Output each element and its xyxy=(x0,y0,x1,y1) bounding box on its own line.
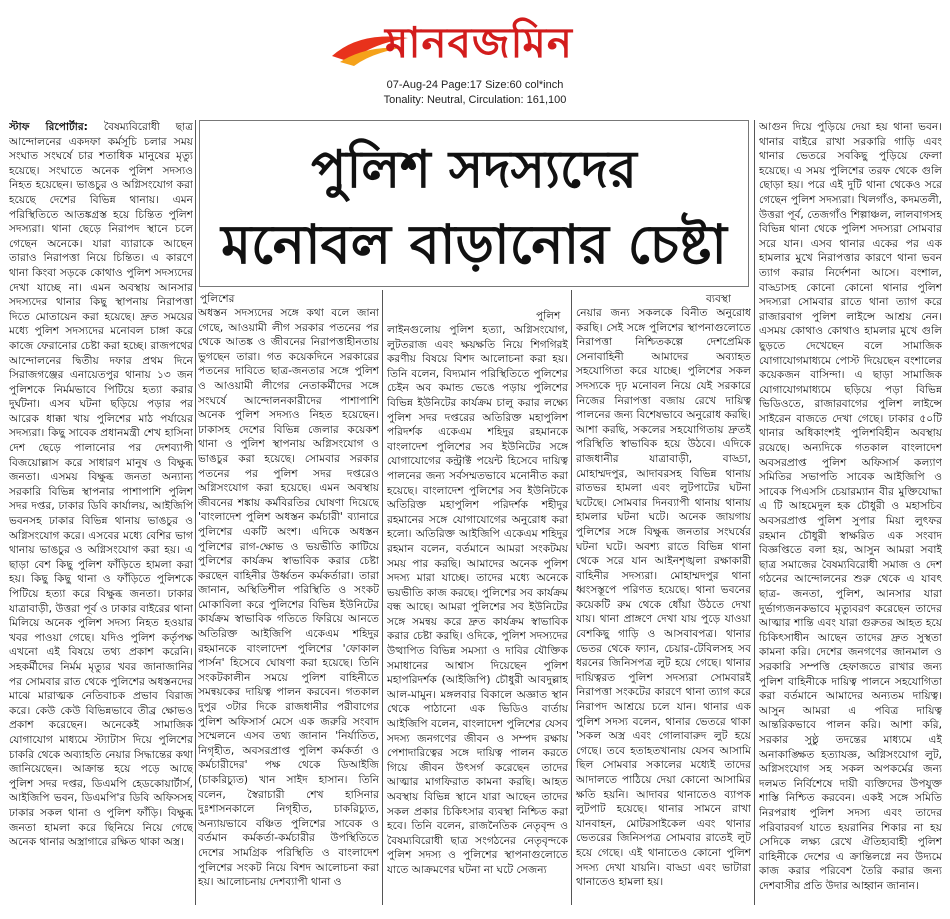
clipping-meta-circulation: Tonality: Neutral, Circulation: 161,100 xyxy=(383,94,567,106)
article-column-4 xyxy=(576,306,751,895)
headline-line-1: পুলিশ সদস্যদের xyxy=(311,140,637,200)
continuation-label: পুলিশ xyxy=(536,310,561,322)
continuation-label: পুলিশের xyxy=(200,293,235,305)
article-column-1 xyxy=(9,120,193,905)
column-text: নেয়ার জন্য সকলকে বিনীত অনুরোধ করছি। সেই সঙ্গে পুলিশের স্থাপনাগুলোতে নিরাপত্তা নিশ্চিতকল্পে দেশপ্রেমিক সেনাবাহিনী আমাদের অব্যাহত সহযোগিতা করে যাচ্ছে। পুলিশের সকল সদস্যকে দৃঢ় মনোবল নিয়ে যেই সরকারে নিজের নিরাপত্তা বজায় রেখে দায়িত্ব পালনের জন্য বিশেষভাবে অনুরোধ করছি। আশা করছি, সকলের সহযোগিতায় দ্রুতই পরিস্থিতি স্বাভাবিক হয়ে উঠবে। এদিকে রাজধানীর যাত্রাবাড়ী, বাড্ডা, মোহাম্মদপুর, আদাবরসহ বিভিন্ন থানায় রাতভর হামলা এবং লুটপাটের ঘটনা ঘটেছে। সোমবার দিনব্যাপী থানায় থানায় হামলার ঘটনা ঘটে। অনেক জায়গায় পুলিশের সঙ্গে বিক্ষুব্ধ জনতার সংঘর্ষের ঘটনা ঘটে। অবশ্য রাতে বিভিন্ন থানা থেকে সরে যান আইনশৃঙ্খলা রক্ষাকারী বাহিনীর সদস্যরা। মোহাম্মদপুর থানা ধ্বংসস্তূপে পরিণত হয়েছে। থানা ভবনের কয়েকটি রুম থেকে ধোঁয়া উঠতে দেখা যায়। থানা প্রাঙ্গণে দেখা যায় পুড়ে যাওয়া বেশকিছু গাড়ি ও আসবাবপত্র। থানার ভেতর থেকে ফ্যান, চেয়ার-টেবিলসহ সব ধরনের জিনিসপত্র লুট হয়ে গেছে। থানার দায়িত্বরত পুলিশ সদস্যরা সোমবারই নিরাপত্তা সংকটের কারণে থানা ত্যাগ করে নিরাপদ আশ্রয়ে চলে যান। থানার এক পুলিশ সদস্য বলেন, থানার ভেতরে থাকা 'সকল অস্ত্র এবং গোলাবারুদ লুট হয়ে গেছে। তবে হতাহতখানায় যেসব আসামি ছিল সোমবার সকালের মধ্যেই তাদের আদালতে পাঠিয়ে দেয়া কোনো আসামির ক্ষতি হয়নি। আদাবর থানাতেও ব্যাপক লুটপাট হয়েছে। থানার সামনে রাখা যানবাহন, মোটরসাইকেল এবং থানার ভেতরের জিনিসপত্র সোমবার রাতেই লুট হয়ে গেছে। এই থানাতেও কোনো পুলিশ সদস্য দেখা যায়নি। বাড্ডা এবং ভাটারা থানাতেও হামলা হয়। xyxy=(576,307,751,889)
masthead-title: মানবজমিন xyxy=(385,18,573,67)
column-text: বৈষম্যবিরোধী ছাত্র আন্দোলনের একদফা কর্মসূচি চলার সময় সংঘাত সংঘর্ষে চার শতাধিক মানুষের মৃত্যু হয়েছে। সংঘাতে অনেক পুলিশ সদস্যও নিহত হয়েছেন। ভাঙচুর ও অগ্নিসংযোগ করা হয়েছে দেশের বিভিন্ন থানায়। এমন পরিস্থিতিতে আতঙ্কগ্রস্ত হয়ে চিন্তিত পুলিশ সদস্যরা। থানা ছেড়ে নিরাপদ স্থানে চলে গেছেন অনেকে। যারা ব্যারাকে আছেন তারাও নিরাপত্তা নিয়ে চিন্তিত। এ কারণে থানা কিংবা সড়কে কোথাও পুলিশ সদস্যদের দেখা যাচ্ছে না। এমন অবস্থায় আনসার সদস্যদের থানার কিছু স্থাপনায় নিরাপত্তা দিতে মোতায়েন করা হয়েছে। দ্রুত সময়ের মধ্যে পুলিশ সদস্যদের মনোবল চাঙ্গা করে কাজে ফেরানোর চেষ্টা করা হচ্ছে। রাজপথের আন্দোলনের দ্বিতীয় দফার প্রথম দিনে সিরাজগঞ্জের এনায়েতপুর থানায় ১৩ জন পুলিশকে নির্মমভাবে পিটিয়ে হত্যা করার দুর্ঘটনা। এসব ঘটনা ছড়িয়ে পড়ার পর আরেক ধাক্কা খায় পুলিশের মাঠ পর্যায়ের সদস্যরা। কিছু সাবেক প্রধানমন্ত্রী শেখ হাসিনা দেশ ছেড়ে পালানোর পর দেশব্যাপী বিজয়োল্লাস করে সাধারণ মানুষ ও বিক্ষুব্ধ জনতা। এসময় বিক্ষুব্ধ জনতা অন্যান্য সরকারি বিভিন্ন স্থাপনার পাশাপাশি পুলিশ সদর দপ্তর, ঢাকার ডিবি কার্যালয়, আইজিপি ভবনসহ ঢাকার বিভিন্ন থানায় ভাঙচুর ও অগ্নিসংযোগ করে। এসবের মধ্যে বেশির ভাগ থানায় ভাঙচুর ও অগ্নিসংযোগ করা হয়। এ ছাড়া বেশ কিছু পুলিশ ফাঁড়িতে হামলা করা হয়। কিছু কিছু থানা ও ফাঁড়িতে পুলিশকে পিটিয়ে হত্যা করে বিক্ষুব্ধ জনতা। ঢাকার যাত্রাবাড়ী, উত্তরা পূর্ব ও ঢাকার বাইরের থানা মিলিয়ে অনেক পুলিশ সদস্য নিহত হওয়ার খবর পাওয়া গেছে। যদিও পুলিশ কর্তৃপক্ষ এখনো এই বিষয়ে তথ্য প্রকাশ করেনি। সহকর্মীদের নির্মম মৃত্যুর খবর জানাজানির পর সোমবার রাত থেকে পুলিশের অধস্তনদের মাঝে মারাত্মক নেতিবাচক প্রভাব বিরাজ করে। কেউ কেউ বিভিন্নভাবে তীব্র ক্ষোভও প্রকাশ করেছেন। অনেকেই সামাজিক যোগাযোগ মাধ্যমে স্ট্যাটাস দিয়ে পুলিশের চাকরি থেকে অব্যাহতি নেয়ার সিদ্ধান্তের কথা জানিয়েছেন। আক্রান্ত হয়ে পড়ে আছে পুলিশ সদর দপ্তর, ডিএমপি হেডকোয়ার্টার্স, আইজিপি ভবন, ডিএমপি'র ডিবি অফিসসহ ঢাকার সকল থানা ও পুলিশ ফাঁড়ি। বিক্ষুব্ধ জনতা হামলা করে ছিনিয়ে নিয়ে গেছে অনেক থানার অস্ত্রাগারে রক্ষিত থাকা অস্ত্র। xyxy=(9,121,193,849)
column-divider xyxy=(571,290,572,905)
column-divider xyxy=(754,120,755,905)
column-text: অধস্তন সদস্যদের সঙ্গে কথা বলে জানা গেছে, আওয়ামী লীগ সরকার পতনের পর থেকে আতঙ্ক ও জীবনের নিরাপত্তাহীনতায় ভুগছেন তারা। গত কয়েকদিনে সরকারের পতনের দাবিতে ছাত্র-জনতার সঙ্গে পুলিশ ও আওয়ামী লীগের নেতাকর্মীদের সঙ্গে সংঘর্ষে আন্দোলনকারীদের পাশাপাশি অনেক পুলিশ সদস্যও নিহত হয়েছেন। ঢাকাসহ দেশের বিভিন্ন জেলার কয়েকশ থানা ও পুলিশ স্থাপনায় অগ্নিসংযোগ ও ভাঙচুর করা হয়েছে। সোমবার সরকার পতনের পর পুলিশ সদর দপ্তরেও অগ্নিসংযোগ করা হয়েছে। এমন অবস্থায় জীবনের শঙ্কায় কর্মবিরতির ঘোষণা দিয়েছে 'বাংলাদেশ পুলিশ অধস্তন কর্মচারী' ব্যানারে পুলিশের একটি অংশ। এদিকে অধস্তন পুলিশের রাগ-ক্ষোভ ও ভয়ভীতি কাটিয়ে পুলিশের কার্যক্রম স্বাভাবিক করার চেষ্টা করছেন বাহিনীর উর্ধ্বতন কর্মকর্তারা। তারা জানান, অস্থিতিশীল পরিস্থিতি ও সংকট মোকাবিলা করে পুলিশের বিভিন্ন ইউনিটের কার্যক্রম স্বাভাবিক গতিতে ফিরিয়ে আনতে অতিরিক্ত আইজিপি একেএম শহিদুর রহমানকে বাংলাদেশ পুলিশের 'ফোকাল পার্সন' হিসেবে ঘোষণা করা হয়েছে। তিনি সংকটকালীন সময়ে পুলিশ বাহিনীতে সমন্বয়কের দায়িত্ব পালন করবেন। গতকাল দুপুর ৩টার দিকে রাজধানীর পরীবাগের পুলিশ অফিসার্স মেসে এক জরুরি সংবাদ সম্মেলনে এসব তথ্য জানান 'নির্যাতিত, নিগৃহীত, অবসরপ্রাপ্ত পুলিশ কর্মকর্তা ও কর্মচারীদের' পক্ষ থেকে ডিআইজি (চাকরিচ্যুত) খান সাইদ হাসান। তিনি বলেন, স্বৈরাচারী শেখ হাসিনার দুঃশাসনকালে নিগৃহীত, চাকরিচ্যুত, অন্যায়ভাবে বঞ্চিত পুলিশের সাবেক ও বর্তমান কর্মকর্তা-কর্মচারীর উপস্থিতিতে দেশের সামগ্রিক পরিস্থিতি ও বাংলাদেশ পুলিশের সংকট নিয়ে বিশদ আলোচনা করা হয়। আলোচনায় দেশব্যাপী থানা ও xyxy=(198,307,379,889)
column-divider xyxy=(195,120,196,905)
headline-line-2: মনোবল বাড়ানোর চেষ্টা xyxy=(221,213,727,276)
article-column-3 xyxy=(387,323,568,911)
masthead-logo xyxy=(330,8,630,70)
article-column-5 xyxy=(759,120,942,905)
clipping-meta-size: 07-Aug-24 Page:17 Size:60 col*inch xyxy=(386,79,564,91)
column-text: আগুন দিয়ে পুড়িয়ে দেয়া হয় থানা ভবন। থানার বাইরে রাখা সরকারি গাড়ি এবং থানার ভেতরে সবকিছু পুড়িয়ে ফেলা হয়েছে। এ সময় পুলিশের তরফ থেকে গুলি ছোড়া হয়। পরে এই দুটি থানা থেকেও সরে গেছেন পুলিশ সদস্যরা। খিলগাঁও, কদমতলী, উত্তরা পূর্ব, তেজগাঁও শিল্পাঞ্চল, লালবাগসহ বিভিন্ন থানা থেকে পুলিশ সদস্যরা সোমবার সরে যান। এসব থানার একের পর এক হামলার মুখে নিরাপত্তার কারণে থানা ভবন ত্যাগ করার নির্দেশনা আসে। বংশাল, বাড্ডাসহ কোনো কোনো থানার পুলিশ সদস্যরা সোমবার রাতে থানা ত্যাগ করে রাজারবাগ পুলিশ লাইন্সে আশ্রয় নেন। এসময় কোথাও কোথাও হামলার মুখে গুলি ছুড়তে দেখেছেন বলে সামাজিক যোগাযোগমাধ্যমে পোস্ট দিয়েছেন বংশালের কয়েকজন বাসিন্দা। এ ছাড়া সামাজিক যোগাযোগমাধ্যমে ছড়িয়ে পড়া বিভিন্ন ভিডিওতে, রাজারবাগের পুলিশ লাইন্সে সাইরেন বাজতে দেখা গেছে। ঢাকার ৫০টি থানার অধিকাংশই পুলিশবিহীন অবস্থায় রয়েছে। অন্যদিকে গতকাল বাংলাদেশ অবসরপ্রাপ্ত পুলিশ অফিসার্স কল্যাণ সমিতির সভাপতি সাবেক আইজিপি ও সাবেক পিএসসি চেয়ারম্যান বীর মুক্তিযোদ্ধা এ টি আহমেদুল হক চৌধুরী ও মহাসচিব অবসরপ্রাপ্ত পুলিশ সুপার মিয়া লুৎফর রহমান চৌধুরী স্বাক্ষরিত এক সংবাদ বিজ্ঞপ্তিতে বলা হয়, আসুন আমরা সবাই ছাত্র সমাজের বৈষম্যবিরোধী সমাজ ও দেশ গঠনের আন্দোলনের শুরু থেকে এ যাবৎ ছাত্র- জনতা, পুলিশ, আনসার যারা দুর্ভাগ্যজনকভাবে মৃত্যুবরণ করেছেন তাদের আত্মার শান্তি এবং যারা গুরুতর আহত হয়ে চিকিৎসাধীন আছেন তাদের দ্রুত সুস্থতা কামনা করি। দেশের জনগণের জানমাল ও সরকারি সম্পত্তি হেফাজতে রাখার জন্য পুলিশ বাহিনীকে দায়িত্ব পালনে সহযোগিতা করা বর্তমানে আমাদের অন্যতম দায়িত্ব। আসুন আমরা এ পবিত্র দায়িত্ব আন্তরিকভাবে পালন করি। আশা করি, সরকার সুষ্ঠু তদন্তের মাধ্যমে এই অনাকাঙ্ক্ষিত হত্যাযজ্ঞ, অগ্নিসংযোগ লুট, অগ্নিসংযোগ সহ সকল অপকর্মের জন্য দলমত নির্বিশেষে দায়ী ব্যক্তিদের উপযুক্ত শাস্তি নিশ্চিত করবেন। একই সঙ্গে সমিতি নিরপরাধ পুলিশ সদস্য এবং তাদের পরিবারবর্গ যাতে হয়রানির শিকার না হয় সেদিকে লক্ষ্য রেখে ঐতিহ্যবাহী পুলিশ বাহিনীকে দেশের এ ক্রান্তিলগ্নে নব উদ্যমে কাজ করার পরিবেশ তৈরি করার জন্য দেশবাসীর প্রতি উদার আহ্বান জানান। xyxy=(759,121,942,892)
column-divider xyxy=(382,290,383,905)
continuation-label: ব্যবস্থা xyxy=(706,293,731,305)
article-column-2 xyxy=(198,306,379,919)
headline-box xyxy=(199,120,749,287)
byline: স্টাফ রিপোর্টার: xyxy=(9,121,88,133)
column-text: লাইনগুলোয় পুলিশ হত্যা, অগ্নিসংযোগ, লুটতরাজ এবং ক্ষয়ক্ষতি নিয়ে শিগগিরই করণীয় বিষয়ে বিশদ আলোচনা করা হয়। তিনি বলেন, বিদ্যমান পরিস্থিতিতে পুলিশের চেইন অব কমান্ড ভেঙে পড়ায় পুলিশের বিভিন্ন ইউনিটের কার্যক্রম চালু করার লক্ষ্যে পুলিশ সদর দপ্তরের অতিরিক্ত মহাপুলিশ পরিদর্শক একেএম শহিদুর রহমানকে বাংলাদেশ পুলিশের সব ইউনিটের সঙ্গে যোগাযোগের কন্ট্রাক্ট পয়েন্ট হিসেবে দায়িত্ব পালনের জন্য সর্বসম্মতভাবে মনোনীত করা হয়েছে। বাংলাদেশ পুলিশের সব ইউনিটকে অতিরিক্ত মহাপুলিশ পরিদর্শক শহীদুর রহমানের সঙ্গে যোগাযোগের অনুরোধ করা হলো। অতিরিক্ত আইজিপি একেএম শহিদুর রহমান বলেন, বর্তমানে আমরা সংকটময় সময় পার করছি। আমাদের অনেক পুলিশ সদস্য মারা যাচ্ছে। তাদের মধ্যে অনেকে ভয়ভীতি কাজ করছে। পুলিশের সব কার্যক্রম বন্ধ আছে। আমরা পুলিশের সব ইউনিটের সঙ্গে সমন্বয় করে দ্রুত কার্যক্রম স্বাভাবিক করার চেষ্টা করছি। ওদিকে, পুলিশ সদস্যদের উত্থাপিত বিভিন্ন সমস্যা ও দাবির যৌক্তিক সমাধানের আশ্বাস দিয়েছেন পুলিশ মহাপরিদর্শক (আইজিপি) চৌধুরী আবদুল্লাহ আল-মামুন। মঙ্গলবার বিকালে অজ্ঞাত স্থান থেকে পাঠানো এক ভিডিও বার্তায় আইজিপি বলেন, বাংলাদেশ পুলিশের যেসব সদস্য জনগণের জীবন ও সম্পদ রক্ষায় পেশাদারিত্বের সঙ্গে দায়িত্ব পালন করতে গিয়ে জীবন উৎসর্গ করেছেন তাদের আত্মার মাগফিরাত কামনা করছি। আহত অবস্থায় বিভিন্ন স্থানে যারা আছেন তাদের সকল প্রকার চিকিৎসার ব্যবস্থা নিশ্চিত করা হবে। তিনি বলেন, রাজনৈতিক নেতৃবৃন্দ ও বৈষম্যবিরোধী ছাত্র সংগঠনের নেতৃবৃন্দকে পুলিশ সদস্য ও পুলিশের স্থাপনাগুলোতে যাতে আক্রমণের ঘটনা না ঘটে সেজন্য xyxy=(387,324,568,876)
